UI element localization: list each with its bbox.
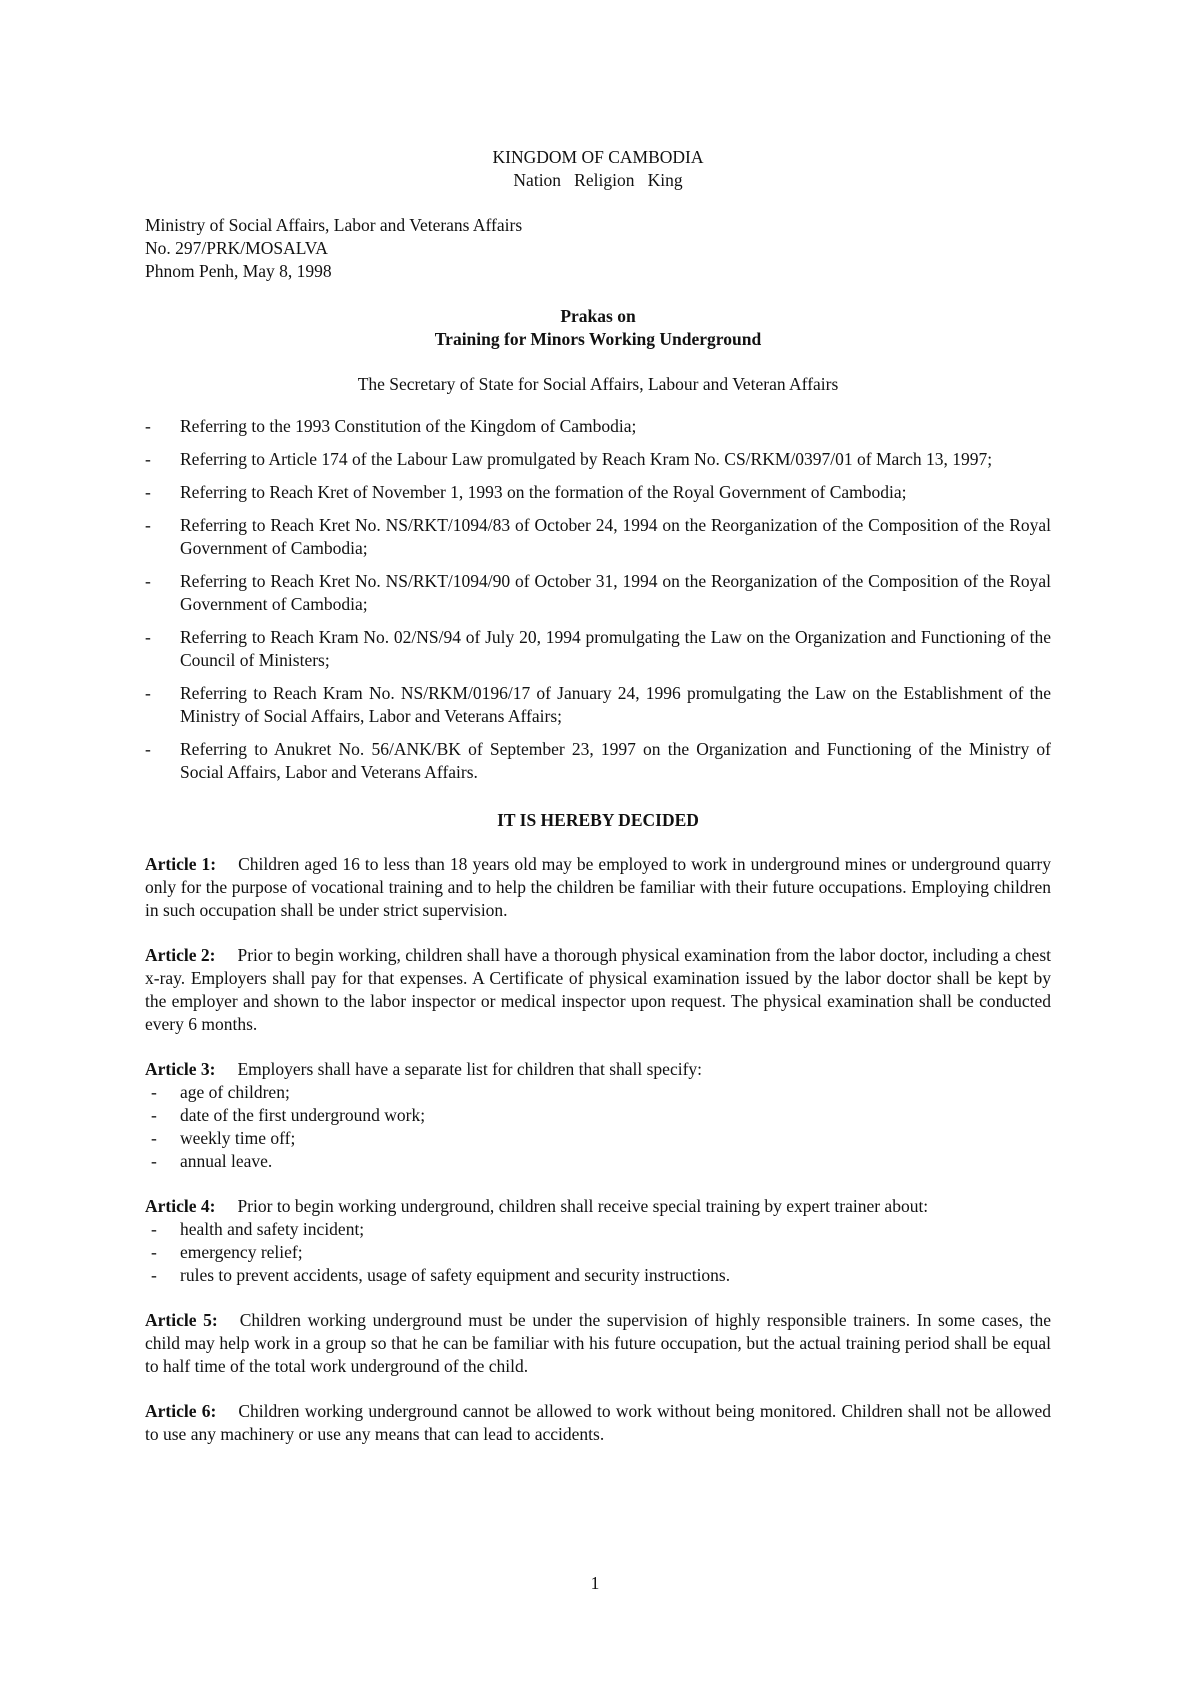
list-dash: - (151, 1128, 157, 1148)
list-item (145, 1264, 1051, 1287)
list-dash: - (151, 1242, 157, 1262)
article-6 (145, 1400, 1051, 1446)
kingdom-heading: KINGDOM OF CAMBODIA (492, 147, 704, 167)
list-dash: - (151, 1082, 157, 1102)
list-dash: - (145, 416, 151, 436)
reference-text: Referring to Reach Kret No. NS/RKT/1094/90 of October 31, 1994 on the Reorganization of the Composition of the Royal Government of Cambodia; (180, 571, 1051, 614)
title-line-2: Training for Minors Working Underground (434, 329, 762, 349)
article-paragraph (145, 1058, 1051, 1081)
list-dash: - (145, 449, 151, 469)
document-title (145, 305, 1051, 351)
list-item (145, 1081, 1051, 1104)
preamble: The Secretary of State for Social Affairs, Labour and Veteran Affairs (357, 374, 839, 394)
article-3 (145, 1058, 1051, 1173)
article-text: Children working underground cannot be allowed to work without being monitored. Children shall not be allowed to use any machinery or use any means that can lead to accidents. (145, 1401, 1051, 1444)
article-text: Employers shall have a separate list for children that shall specify: (237, 1059, 703, 1079)
article-text: Children working underground must be under the supervision of highly responsible trainers. In some cases, the child may help work in a group so that he can be familiar with his future occupation, but the actual training period shall be equal to half time of the total work underground of the child. (145, 1310, 1051, 1376)
list-item-text: weekly time off; (180, 1128, 296, 1148)
sender-block (145, 214, 1051, 283)
articles-section (145, 853, 1051, 1446)
document-number: No. 297/PRK/MOSALVA (145, 238, 328, 258)
list-item (145, 1241, 1051, 1264)
reference-item (145, 626, 1051, 672)
list-dash: - (151, 1151, 157, 1171)
article-paragraph (145, 944, 1051, 1036)
list-item (145, 1127, 1051, 1150)
list-item-text: date of the first underground work; (180, 1105, 426, 1125)
reference-text: Referring to Reach Kret No. NS/RKT/1094/83 of October 24, 1994 on the Reorganization of the Composition of the Royal Government of Cambodia; (180, 515, 1051, 558)
list-item-text: annual leave. (180, 1151, 273, 1171)
document-body (145, 146, 1051, 1468)
decision-heading: IT IS HEREBY DECIDED (497, 810, 699, 830)
list-dash: - (145, 515, 151, 535)
list-dash: - (145, 739, 151, 759)
article-text: Prior to begin working underground, children shall receive special training by expert trainer about: (237, 1196, 929, 1216)
national-motto: Nation Religion King (513, 170, 683, 190)
article-label: Article 5: (145, 1310, 218, 1330)
reference-item (145, 481, 1051, 504)
reference-item (145, 448, 1051, 471)
article-text: Prior to begin working, children shall have a thorough physical examination from the labor doctor, including a chest x-ray. Employers shall pay for that expenses. A Certificate of physical examination issued by the labor doctor shall be kept by the employer and shown to the labor inspector or medical inspector upon request. The physical examination shall be conducted every 6 months. (145, 945, 1051, 1034)
list-item-text: age of children; (180, 1082, 290, 1102)
reference-item (145, 415, 1051, 438)
reference-item (145, 570, 1051, 616)
list-dash: - (151, 1105, 157, 1125)
list-dash: - (145, 683, 151, 703)
article-paragraph (145, 1195, 1051, 1218)
references-list (145, 415, 1051, 784)
list-item (145, 1150, 1051, 1173)
reference-text: Referring to Reach Kram No. NS/RKM/0196/17 of January 24, 1996 promulgating the Law on the Establishment of the Ministry of Social Affairs, Labor and Veterans Affairs; (180, 683, 1051, 726)
list-dash: - (145, 482, 151, 502)
reference-text: Referring to Anukret No. 56/ANK/BK of September 23, 1997 on the Organization and Functioning of the Ministry of Social Affairs, Labor and Veterans Affairs. (180, 739, 1051, 782)
place-date: Phnom Penh, May 8, 1998 (145, 261, 332, 281)
page-number: 1 (590, 1573, 600, 1593)
article-2 (145, 944, 1051, 1036)
article-label: Article 1: (145, 854, 217, 874)
title-line-1: Prakas on (560, 306, 636, 326)
article-items (145, 1081, 1051, 1173)
reference-item (145, 738, 1051, 784)
list-item-text: rules to prevent accidents, usage of safety equipment and security instructions. (180, 1265, 731, 1285)
reference-item (145, 514, 1051, 560)
reference-item (145, 682, 1051, 728)
article-text: Children aged 16 to less than 18 years old may be employed to work in underground mines or underground quarry only for the purpose of vocational training and to help the children be familiar with their future occupations. Employing children in such occupation shall be under strict supervision. (145, 854, 1051, 920)
article-5 (145, 1309, 1051, 1378)
article-paragraph (145, 1400, 1051, 1446)
list-dash: - (145, 571, 151, 591)
list-item-text: health and safety incident; (180, 1219, 365, 1239)
letterhead (145, 146, 1051, 192)
article-1 (145, 853, 1051, 922)
reference-text: Referring to Article 174 of the Labour Law promulgated by Reach Kram No. CS/RKM/0397/01 of March 13, 1997; (180, 449, 993, 469)
list-item (145, 1218, 1051, 1241)
ministry-name: Ministry of Social Affairs, Labor and Veterans Affairs (145, 215, 523, 235)
list-dash: - (151, 1219, 157, 1239)
reference-text: Referring to Reach Kram No. 02/NS/94 of July 20, 1994 promulgating the Law on the Organization and Functioning of the Council of Ministers; (180, 627, 1051, 670)
article-items (145, 1218, 1051, 1287)
list-item-text: emergency relief; (180, 1242, 303, 1262)
article-label: Article 2: (145, 945, 216, 965)
list-item (145, 1104, 1051, 1127)
reference-text: Referring to Reach Kret of November 1, 1993 on the formation of the Royal Government of Cambodia; (180, 482, 907, 502)
reference-text: Referring to the 1993 Constitution of the Kingdom of Cambodia; (180, 416, 637, 436)
list-dash: - (145, 627, 151, 647)
list-dash: - (151, 1265, 157, 1285)
article-label: Article 6: (145, 1401, 217, 1421)
article-paragraph (145, 853, 1051, 922)
article-label: Article 3: (145, 1059, 216, 1079)
article-label: Article 4: (145, 1196, 216, 1216)
article-paragraph (145, 1309, 1051, 1378)
article-4 (145, 1195, 1051, 1287)
